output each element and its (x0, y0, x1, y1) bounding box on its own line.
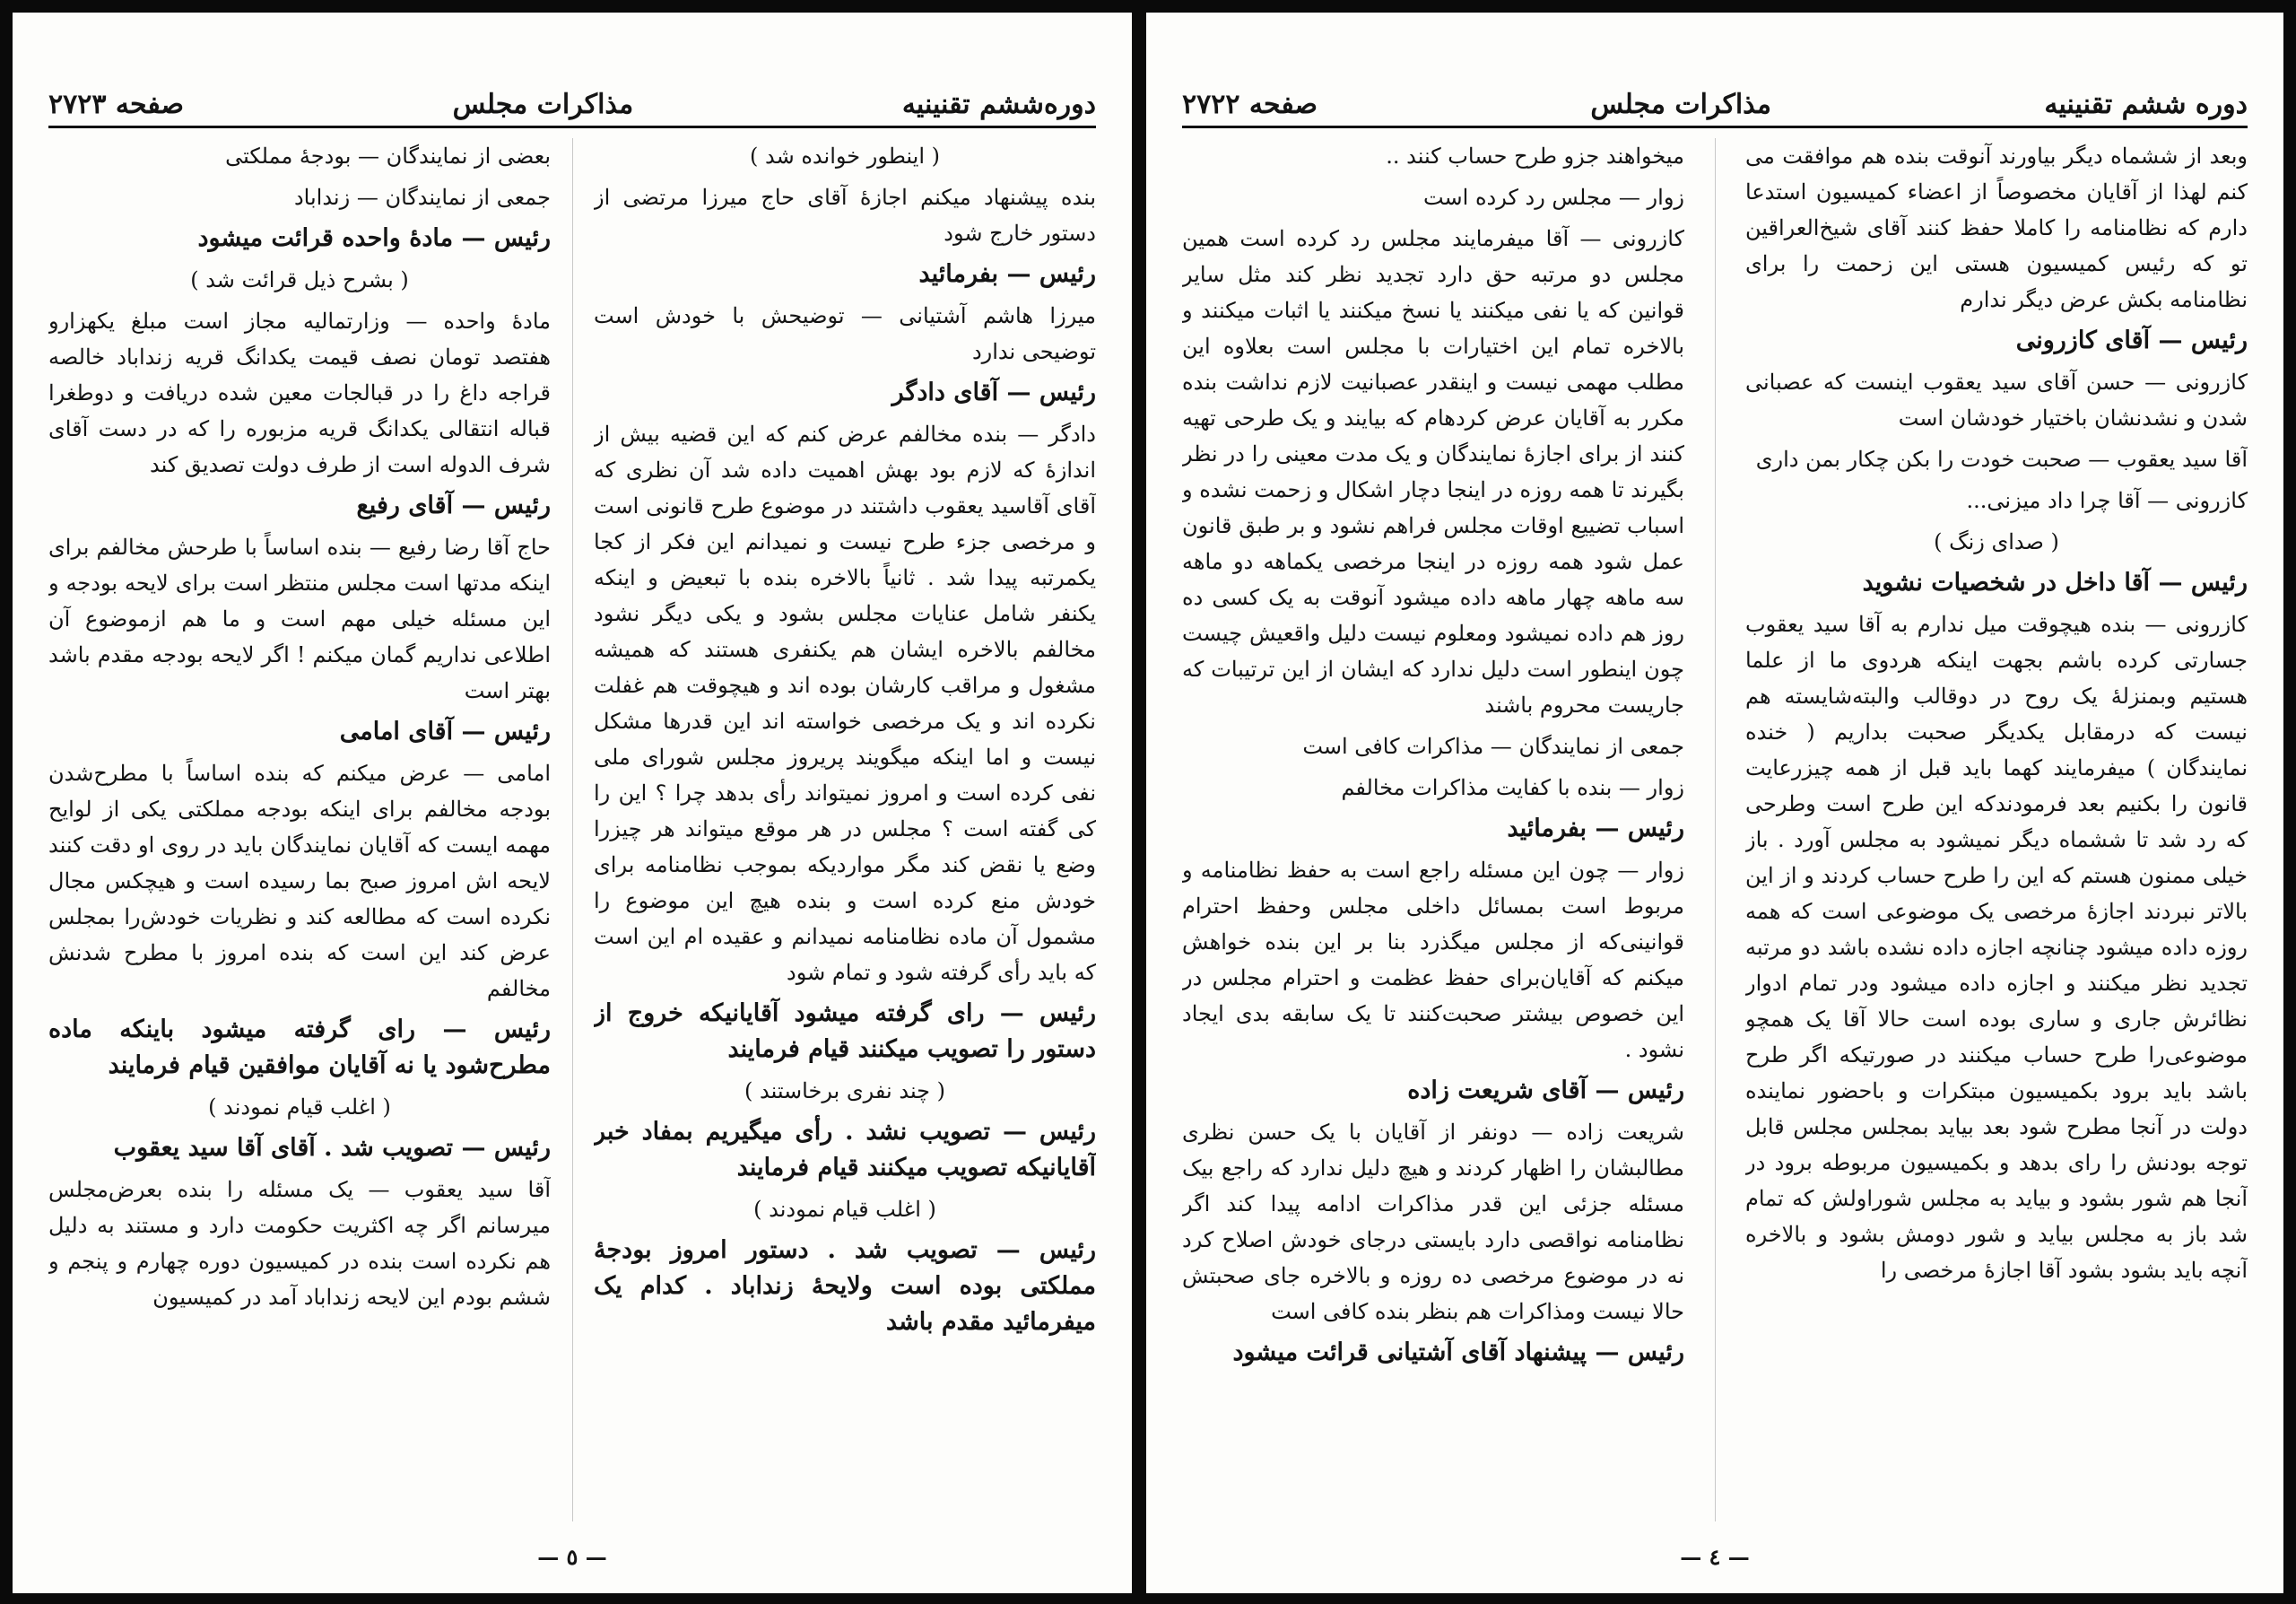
folio: — ٤ — (1680, 1544, 1750, 1570)
paragraph: کازرونی — حسن آقای سید یعقوب اینست که عصبانی شدن و نشدنشان باختیار خودشان است (1745, 370, 2248, 431)
speaker-line: رئیس — آقای امامی (339, 718, 551, 745)
page-title: مذاکرات مجلس (1590, 89, 1771, 120)
stage-note: ( اغلب قیام نمودند ) (208, 1094, 391, 1120)
speaker-line: رئیس — رای گرفته میشود آقایانیکه خروج از دستور را تصویب میکنند قیام فرمایند (594, 999, 1096, 1063)
speaker-line: رئیس — بفرمائید (1507, 815, 1684, 842)
paragraph: کازرونی — بنده هیچوقت میل ندارم به آقا سید یعقوب جسارتی کرده باشم بجهت اینکه هردوی ما از علما هستیم وبمنزلهٔ یک روح در دوقالب والبته‌شایسته هم نیست که درمقابل یکدیگر صحبت بداریم ( خنده نمایندگان ) میفرمایند کهما باید قبل از همه چیزرعایت قانون را بکنیم بعد فرمودندکه این طرح است وطرحی که رد شد تا ششماه دیگر نمیشود به مجلس آورد . باز خیلی ممنون هستم که این را طرح حساب کردند و از این بالاتر نبردند اجازهٔ مرخصی یک موضوعی است که همه روزه داده میشود چنانچه اجازه داده نشده باشد دو مرتبه تجدید نظر میکنند و اجازه داده میشود ودر تمام ادوار نظائرش جاری و ساری بوده است حالا آقا یک همچو موضوعی‌را طرح حساب میکنند در صورتیکه اگر طرح باشد باید برود بکمیسیون مبتکرات و باحضور نماینده دولت در آنجا مطرح شود بعد بیاید بمجلس مجلس قابل توجه بودنش را رای بدهد و بکمیسیون مربوطه برود در آنجا هم شور بشود و بیاید به مجلس شوراولش که تمام شد باز به مجلس بیاید و شور دومش بشود و بالاخره آنچه باید بشود بشود آقا اجازهٔ مرخصی را (1745, 612, 2248, 1283)
stage-note: ( چند نفری برخاستند ) (744, 1078, 946, 1103)
right-page (1146, 13, 2283, 1593)
column-right (1745, 138, 2248, 1521)
speaker-line: رئیس — آقای دادگر (891, 379, 1096, 406)
paragraph: جمعی از نمایندگان — مذاکرات کافی است (1302, 734, 1684, 759)
stage-note: ( صدای زنگ ) (1934, 529, 2059, 554)
paragraph: امامی — عرض میکنم که بنده اساساً با مطرح‌شدن بودجه مخالفم برای اینکه بودجه مملکتی یکی از لوایح مهمه ایست که آقایان نمایندگان باید در روی او دقت کنند لایحه اش امروز صبح بما رسیده است و هیچکس مجال نکرده است که مطالعه کند و نظریات خودش‌را بمجلس عرض کند این است که بنده امروز با مطرح شدنش مخالفم (48, 761, 551, 1001)
paragraph: مادهٔ واحده — وزارتمالیه مجاز است مبلغ یکهزارو هفتصد تومان نصف قیمت یکدانگ قریه زنداباد خالصه قراجه داغ را در قبالجات معین شده دریافت و دوطغرا قباله انتقالی یکدانگ قریه مزبوره را که در دست آقای شرف الدوله است از طرف دولت تصدیق کند (48, 309, 551, 477)
stage-note: ( اینطور خوانده شد ) (750, 144, 940, 169)
left-page (13, 13, 1132, 1593)
speaker-line: رئیس — مادهٔ واحده قرائت میشود (197, 224, 551, 252)
speaker-line: رئیس — آقای کازرونی (2015, 327, 2248, 354)
stage-note: ( بشرح ذیل قرائت شد ) (190, 267, 409, 292)
paragraph: میخواهند جزو طرح حساب کنند .. (1386, 144, 1684, 169)
stage-note: ( اغلب قیام نمودند ) (753, 1197, 936, 1222)
speaker-line: رئیس — تصویب شد . آقای آقا سید یعقوب (113, 1134, 551, 1162)
paragraph: کازرونی — آقا چرا داد میزنی... (1966, 488, 2248, 513)
speaker-line: رئیس — آقای رفیع (356, 492, 551, 519)
paragraph: وبعد از ششماه دیگر بیاورند آنوقت بنده هم موافقت می کنم لهذا از آقایان مخصوصاً از اعضاء کمیسیون استدعا دارم که نظامنامه را کاملا حفظ کنند آقای شیخ‌العراقین تو که رئیس کمیسیون هستی این زحمت را برای نظامنامه بکش عرض دیگر ندارم (1745, 144, 2248, 312)
paragraph: شریعت زاده — دونفر از آقایان با یک حسن نظری مطالبشان را اظهار کردند و هیچ دلیل ندارد که راجع بیک مسئله جزئی این قدر مذاکرات ادامه پیدا کند اگر نظامنامه نواقصی دارد بایستی درجای خودش اصلاح کرد نه در موضوع مرخصی ده روزه و بالاخره جای صحبتش حالا نیست ومذاکرات هم بنظر بنده کافی است (1182, 1120, 1684, 1324)
paragraph: جمعی از نمایندگان — زنداباد (293, 185, 551, 210)
series-label: دوره‌ششم تقنینیه (901, 89, 1096, 120)
column-divider (1715, 138, 1716, 1521)
page-number: صفحه ۲۷۲۳ (48, 89, 184, 120)
paragraph: زوار — چون این مسئله راجع است به حفظ نظامنامه و مربوط است بمسائل داخلی مجلس وحفظ احترام قوانینی‌که از مجلس میگذرد بنا بر این بنده خواهش میکنم که آقایان‌برای حفظ عظمت و احترام مجلس در این خصوص بیشتر صحبت‌کنند تا یک سابقه بدی ایجاد نشود . (1182, 858, 1684, 1062)
paragraph: بنده پیشنهاد میکنم اجازهٔ آقای حاج میرزا مرتضی از دستور خارج شود (594, 185, 1096, 246)
page-header (1182, 68, 2248, 128)
speaker-line: رئیس — آقا داخل در شخصیات نشوید (1862, 569, 2248, 597)
speaker-line: رئیس — بفرمائید (918, 260, 1096, 288)
speaker-line: رئیس — آقای شریعت زاده (1407, 1077, 1684, 1104)
page-title: مذاکرات مجلس (452, 89, 634, 120)
speaker-line: رئیس — پیشنهاد آقای آشتیانی قرائت میشود (1232, 1338, 1684, 1366)
paragraph: زوار — بنده با کفایت مذاکرات مخالفم (1341, 775, 1684, 800)
paragraph: حاج آقا رضا رفیع — بنده اساساً با طرحش مخالفم برای اینکه مدتها است مجلس منتظر است برای لایحه بودجه و این مسئله خیلی مهم است و ما هم ازموضوع آن اطلاعی نداریم گمان میکنم ! اگر لایحه بودجه مقدم باشد بهتر است (48, 535, 551, 703)
series-label: دوره ششم تقنینیه (2044, 89, 2248, 120)
page-number: صفحه ۲۷۲۲ (1182, 89, 1318, 120)
speaker-line: رئیس — تصویب شد . دستور امروز بودجهٔ مملکتی بوده است ولایحهٔ زنداباد . کدام یک میفرمائید مقدم باشد (594, 1236, 1096, 1336)
paragraph: میرزا هاشم آشتیانی — توضیحش با خودش است توضیحی ندارد (594, 303, 1096, 364)
paragraph: دادگر — بنده مخالفم عرض کنم که این قضیه بیش از اندازهٔ که لازم بود بهش اهمیت داده شد آن نظری که آقای آقاسید یعقوب داشتند در موضوع طرح قانونی است و مرخصی جزء طرح نیست و نمیدانم این فکر از کجا یکمرتبه پیدا شد . ثانیاً بالاخره بنده با تبعیض و اینکه یکنفر شامل عنایات مجلس بشود و یکی دیگر نشود مخالفم بالاخره ایشان هم یکنفری هستند که همیشه مشغول و مراقب کارشان بوده اند و هیچوقت هم غفلت نکرده اند و یک مرخصی خواسته اند این قدرها مشکل نیست و اما اینکه میگویند پریروز مجلس شورای ملی نفی کرده است و امروز نمیتواند رأی بدهد چرا ؟ این را کی گفته است ؟ مجلس در هر موقع میتواند هر چیزرا وضع یا نقض کند مگر مواردیکه بموجب نظامنامه برای خودش منع کرده است و بنده هیچ این موضوع را مشمول آن ماده نظامنامه نمیدانم و عقیده ام این است که باید رأی گرفته شود و تمام شود (594, 422, 1096, 985)
speaker-line: رئیس — رای گرفته میشود باینکه ماده مطرح‌شود یا نه آقایان موافقین قیام فرمایند (48, 1016, 551, 1079)
speaker-line: رئیس — تصویب نشد . رأی میگیریم بمفاد خبر آقایانیکه تصویب میکنند قیام فرمایند (594, 1118, 1096, 1181)
paragraph: بعضی از نمایندگان — بودجهٔ مملکتی (225, 144, 551, 169)
paragraph: کازرونی — آقا میفرمایند مجلس رد کرده است همین مجلس دو مرتبه حق دارد تجدید نظر کند مثل سایر قوانین که یا نفی میکنند یا نسخ میکنند یا اثبات میکنند و بالاخره تمام این اختیارات با مجلس است بعلاوه این مطلب مهمی نیست و اینقدر عصبانیت لازم نداشت بنده مکرر به آقایان عرض کردهام که بیایند و یک طرحی تهیه کنند از برای اجازهٔ نمایندگان و یک مدت معینی را در نظر بگیرند تا همه روزه در اینجا دچار اشکال و زحمت نشده و اسباب تضییع اوقات مجلس فراهم نشود و بر طبق قانون عمل شود همه روزه در اینجا مرخصی یکماهه دو ماهه سه ماهه چهار ماهه داده میشود آنوقت به یک کسی ده روز هم داده نمیشود ومعلوم نیست دلیل واقعیش چیست چون اینطور است دلیل ندارد که ایشان از این ترتیبات که جاریست محروم باشند (1182, 226, 1684, 718)
paragraph: زوار — مجلس رد کرده است (1422, 185, 1684, 210)
column-left (48, 138, 551, 1521)
page-header (48, 68, 1096, 128)
folio: — ٥ — (537, 1544, 607, 1570)
paragraph: آقا سید یعقوب — یک مسئله را بنده بعرض‌مجلس میرسانم اگر چه اکثریت حکومت دارد و مستند به دلیل هم نکرده است بنده در کمیسیون دوره چهارم و پنجم و ششم بودم این لایحه زنداباد آمد در کمیسیون (48, 1177, 551, 1310)
column-left (1182, 138, 1684, 1521)
column-divider (572, 138, 573, 1521)
paragraph: آقا سید یعقوب — صحبت خودت را بکن چکار بمن داری (1755, 447, 2248, 472)
column-right (594, 138, 1096, 1521)
